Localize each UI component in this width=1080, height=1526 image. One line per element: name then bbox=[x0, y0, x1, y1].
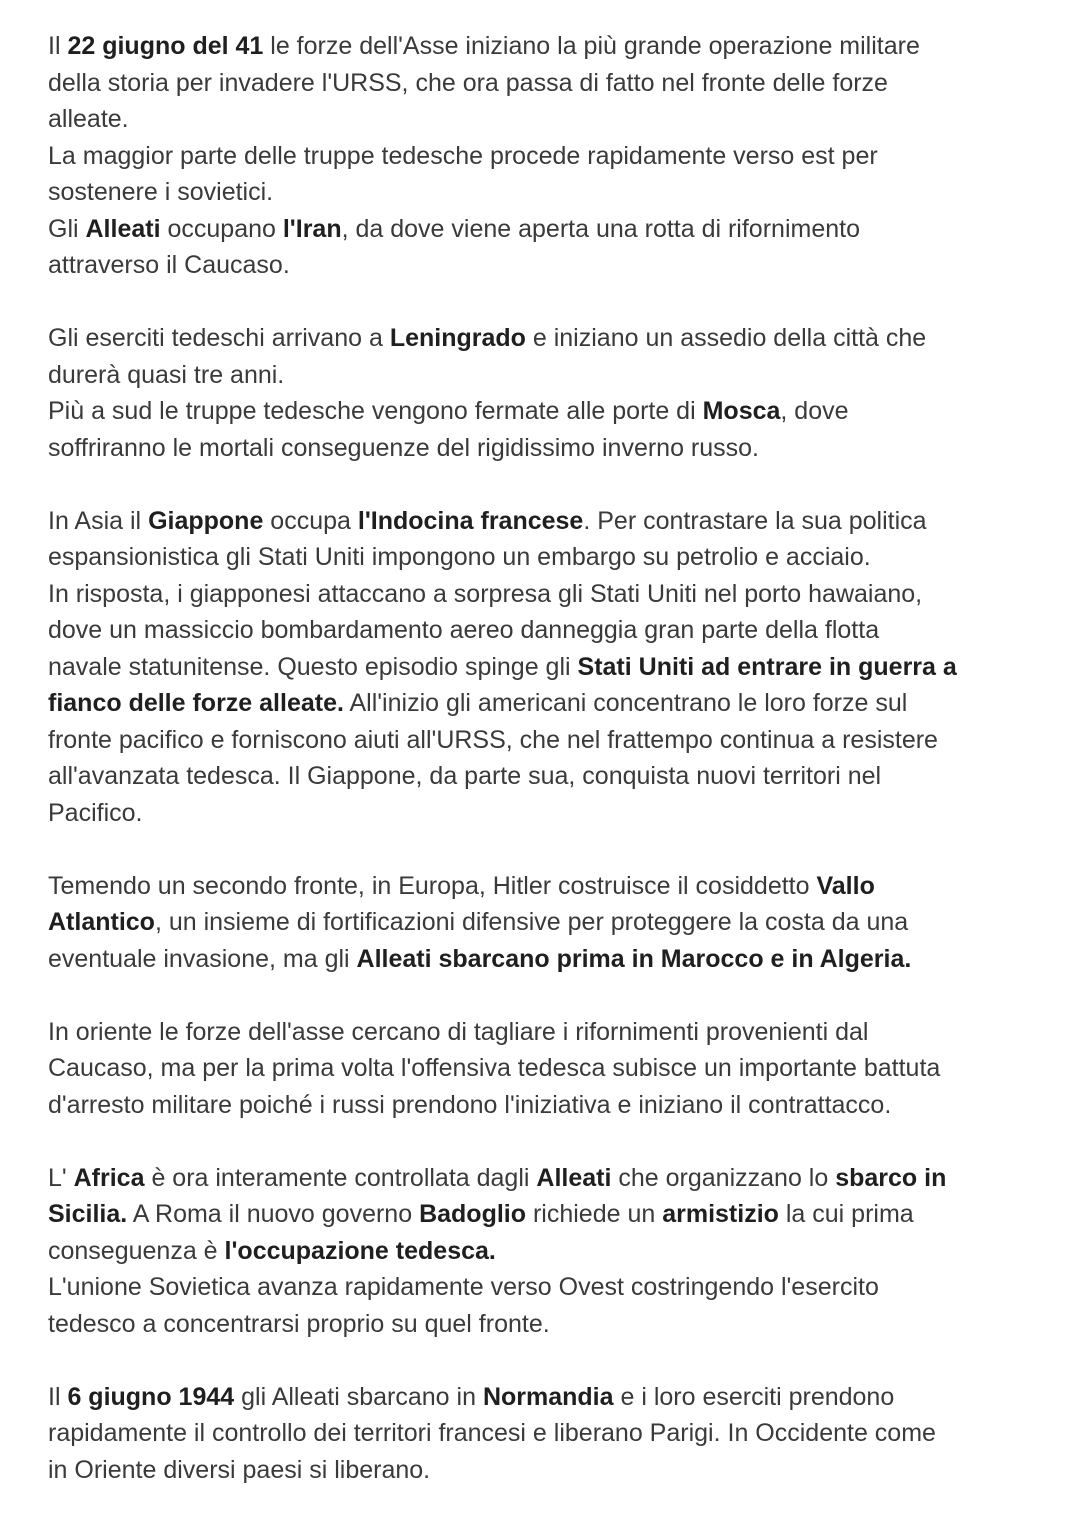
text-line bbox=[48, 868, 1048, 905]
text-segment: soffriranno le mortali conseguenze del rigidissimo inverno russo. bbox=[48, 433, 759, 462]
bold-text: Mosca bbox=[702, 397, 781, 425]
text-line bbox=[48, 28, 1048, 65]
text-line bbox=[48, 247, 1048, 284]
document-body bbox=[48, 28, 1048, 1488]
bold-text: Alleati bbox=[85, 214, 161, 243]
bold-text: Sicilia. bbox=[48, 1200, 128, 1228]
text-segment: . Per contrastare la sua politica bbox=[583, 506, 927, 535]
text-line bbox=[48, 174, 1048, 211]
text-line bbox=[48, 1415, 1048, 1452]
text-line bbox=[48, 430, 1048, 467]
text-segment: , un insieme di fortificazioni difensive per proteggere la costa da una bbox=[154, 908, 909, 936]
text-segment: eventuale invasione, ma gli bbox=[48, 944, 357, 973]
text-segment: occupano bbox=[160, 214, 283, 243]
text-line bbox=[48, 393, 1048, 430]
text-segment: Il bbox=[48, 32, 68, 60]
text-segment: d'arresto militare poiché i russi prendono l'iniziativa e iniziano il contrattacco. bbox=[48, 1090, 892, 1119]
text-segment: gli Alleati sbarcano in bbox=[234, 1382, 483, 1411]
text-segment: , da dove viene aperta una rotta di rifornimento bbox=[341, 214, 860, 243]
text-segment: richiede un bbox=[526, 1200, 663, 1228]
text-line bbox=[48, 503, 1048, 540]
text-line bbox=[48, 1233, 1048, 1270]
bold-text: Alleati sbarcano prima in Marocco e in Algeria. bbox=[356, 944, 912, 973]
text-segment: le forze dell'Asse iniziano la più grande operazione militare bbox=[263, 32, 920, 60]
text-segment: L' bbox=[48, 1163, 74, 1192]
text-segment: In risposta, i giapponesi attaccano a sorpresa gli Stati Uniti nel porto hawaiano, bbox=[48, 579, 923, 608]
bold-text: l'occupazione tedesca. bbox=[224, 1236, 496, 1265]
text-segment: durerà quasi tre anni. bbox=[48, 360, 285, 389]
text-line bbox=[48, 1050, 1048, 1087]
bold-text: Alleati bbox=[536, 1163, 612, 1192]
bold-text: Giappone bbox=[148, 506, 264, 535]
text-segment: All'inizio gli americani concentrano le loro forze sul bbox=[343, 689, 908, 717]
text-segment: della storia per invadere l'URSS, che ora passa di fatto nel fronte delle forze bbox=[48, 68, 888, 97]
text-line bbox=[48, 65, 1048, 102]
text-line bbox=[48, 1087, 1048, 1124]
text-segment: Pacifico. bbox=[48, 798, 143, 827]
text-line bbox=[48, 211, 1048, 248]
text-segment: tedesco a concentrarsi proprio su quel fronte. bbox=[48, 1309, 550, 1338]
bold-text: 22 giugno del 41 bbox=[67, 32, 264, 60]
text-line bbox=[48, 1269, 1048, 1306]
bold-text: l'Indocina francese bbox=[357, 506, 584, 535]
bold-text: Africa bbox=[73, 1163, 145, 1192]
paragraph bbox=[48, 868, 1048, 978]
text-line bbox=[48, 941, 1048, 978]
paragraph bbox=[48, 320, 1048, 466]
text-line bbox=[48, 722, 1048, 759]
bold-text: Leningrado bbox=[389, 324, 526, 352]
text-segment: la cui prima bbox=[778, 1200, 914, 1228]
text-segment: attraverso il Caucaso. bbox=[48, 251, 290, 279]
text-line bbox=[48, 612, 1048, 649]
bold-text: fianco delle forze alleate. bbox=[48, 689, 344, 717]
text-segment: A Roma il nuovo governo bbox=[127, 1200, 420, 1228]
text-segment: in Oriente diversi paesi si liberano. bbox=[48, 1455, 431, 1484]
text-segment: Più a sud le truppe tedesche vengono fermate alle porte di bbox=[48, 397, 703, 425]
bold-text: l'Iran bbox=[282, 214, 342, 243]
text-line bbox=[48, 1452, 1048, 1489]
bold-text: Badoglio bbox=[419, 1200, 527, 1228]
paragraph bbox=[48, 1160, 1048, 1343]
text-line bbox=[48, 576, 1048, 613]
bold-text: Vallo bbox=[816, 871, 875, 900]
text-line bbox=[48, 685, 1048, 722]
bold-text: 6 giugno 1944 bbox=[67, 1382, 235, 1411]
text-segment: che organizzano lo bbox=[611, 1163, 836, 1192]
text-line bbox=[48, 539, 1048, 576]
paragraph bbox=[48, 503, 1048, 832]
paragraph bbox=[48, 1379, 1048, 1489]
text-line bbox=[48, 138, 1048, 175]
text-segment: , dove bbox=[780, 397, 849, 425]
text-line bbox=[48, 101, 1048, 138]
text-segment: sostenere i sovietici. bbox=[48, 178, 274, 206]
text-segment: In oriente le forze dell'asse cercano di tagliare i rifornimenti provenienti dal bbox=[48, 1017, 869, 1046]
text-line bbox=[48, 1160, 1048, 1197]
text-segment: navale statunitense. Questo episodio spinge gli bbox=[48, 652, 578, 681]
text-line bbox=[48, 1196, 1048, 1233]
text-segment: e iniziano un assedio della città che bbox=[525, 324, 927, 352]
text-line bbox=[48, 320, 1048, 357]
text-segment: dove un massiccio bombardamento aereo danneggia gran parte della flotta bbox=[48, 616, 880, 644]
text-segment: fronte pacifico e forniscono aiuti all'URSS, che nel frattempo continua a resistere bbox=[48, 725, 938, 754]
text-segment: rapidamente il controllo dei territori francesi e liberano Parigi. In Occidente come bbox=[48, 1419, 936, 1447]
text-segment: In Asia il bbox=[48, 506, 149, 535]
text-segment: Caucaso, ma per la prima volta l'offensiva tedesca subisce un importante battuta bbox=[48, 1054, 941, 1082]
text-line bbox=[48, 649, 1048, 686]
text-segment: La maggior parte delle truppe tedesche procede rapidamente verso est per bbox=[48, 141, 878, 170]
text-segment: Gli eserciti tedeschi arrivano a bbox=[48, 324, 390, 352]
bold-text: Atlantico bbox=[48, 908, 155, 936]
text-segment: Gli bbox=[48, 214, 86, 243]
bold-text: sbarco in bbox=[835, 1163, 947, 1192]
text-line bbox=[48, 357, 1048, 394]
text-segment: L'unione Sovietica avanza rapidamente verso Ovest costringendo l'esercito bbox=[48, 1273, 879, 1301]
text-segment: Il bbox=[48, 1382, 68, 1411]
paragraph bbox=[48, 1014, 1048, 1124]
bold-text: Stati Uniti ad entrare in guerra a bbox=[577, 652, 957, 681]
text-line bbox=[48, 795, 1048, 832]
text-line bbox=[48, 1379, 1048, 1416]
text-segment: all'avanzata tedesca. Il Giappone, da parte sua, conquista nuovi territori nel bbox=[48, 762, 882, 790]
bold-text: Normandia bbox=[482, 1382, 614, 1411]
text-segment: Temendo un secondo fronte, in Europa, Hitler costruisce il cosiddetto bbox=[48, 871, 817, 900]
text-segment: conseguenza è bbox=[48, 1236, 225, 1265]
text-segment: e i loro eserciti prendono bbox=[613, 1382, 895, 1411]
text-line bbox=[48, 1014, 1048, 1051]
text-line bbox=[48, 758, 1048, 795]
paragraph bbox=[48, 28, 1048, 284]
text-line bbox=[48, 904, 1048, 941]
text-segment: alleate. bbox=[48, 105, 129, 133]
text-line bbox=[48, 1306, 1048, 1343]
bold-text: armistizio bbox=[662, 1200, 779, 1228]
text-segment: è ora interamente controllata dagli bbox=[144, 1163, 537, 1192]
text-segment: espansionistica gli Stati Uniti impongono un embargo su petrolio e acciaio. bbox=[48, 543, 871, 571]
text-segment: occupa bbox=[263, 506, 358, 535]
